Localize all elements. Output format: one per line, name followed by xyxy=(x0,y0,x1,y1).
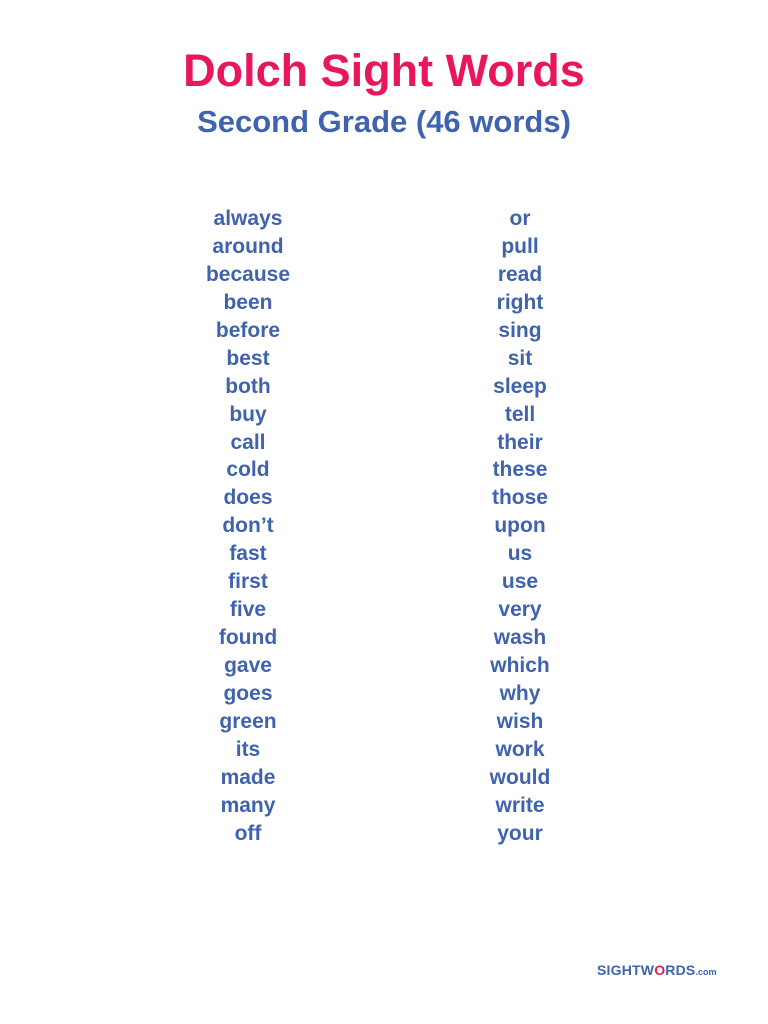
sight-word: its xyxy=(235,737,261,761)
sight-word: these xyxy=(492,458,548,482)
sight-word: sing xyxy=(498,318,542,342)
sight-word: found xyxy=(218,626,278,650)
sight-word: best xyxy=(226,346,270,370)
sight-word: work xyxy=(495,737,545,761)
sight-word: upon xyxy=(494,514,546,538)
sight-word: us xyxy=(507,542,533,566)
page-title: Dolch Sight Words xyxy=(183,45,585,96)
sight-word: which xyxy=(490,654,550,677)
sight-word: tell xyxy=(504,402,536,426)
sight-word: wish xyxy=(496,709,544,733)
sight-word: use xyxy=(501,570,539,594)
sight-word: many xyxy=(220,793,276,817)
sight-word: buy xyxy=(229,402,267,426)
logo-text-accent: O xyxy=(654,962,666,978)
sight-word: pull xyxy=(501,234,539,258)
sight-word: green xyxy=(219,709,277,733)
sight-word: been xyxy=(223,290,273,314)
logo-text-part2: RDS xyxy=(665,962,696,978)
sight-word: does xyxy=(223,486,273,510)
sight-word: why xyxy=(499,681,541,705)
sight-word: your xyxy=(497,821,543,845)
sight-word: or xyxy=(509,207,531,230)
word-column-right xyxy=(420,205,620,848)
sight-word: call xyxy=(230,430,266,454)
sight-word: first xyxy=(228,570,268,594)
sight-word: those xyxy=(491,486,548,510)
sight-word: cold xyxy=(226,458,270,482)
sight-word: before xyxy=(215,318,281,342)
sight-word: don’t xyxy=(222,514,274,538)
sight-word: gave xyxy=(224,654,272,677)
sight-word: goes xyxy=(223,681,273,705)
sight-word: read xyxy=(497,262,543,286)
sight-word: five xyxy=(229,598,267,622)
page-subtitle: Second Grade (46 words) xyxy=(197,104,571,139)
sight-word: write xyxy=(495,793,545,817)
logo-text-part1: SIGHTW xyxy=(597,962,655,978)
sight-word: very xyxy=(498,598,542,622)
sight-word: right xyxy=(496,290,544,314)
sight-word: fast xyxy=(229,542,267,566)
sight-word: sit xyxy=(507,346,533,370)
sight-word: both xyxy=(225,374,271,398)
sight-word: sleep xyxy=(493,374,547,398)
sightwords-logo xyxy=(597,962,716,978)
logo-text-suffix: .com xyxy=(695,967,717,977)
word-column-left xyxy=(148,205,348,848)
sight-word: around xyxy=(212,234,284,258)
sight-word: wash xyxy=(493,626,547,650)
sight-word: off xyxy=(234,821,262,845)
sight-word: made xyxy=(220,765,276,789)
sight-word: their xyxy=(497,430,543,454)
sight-word: would xyxy=(489,765,551,789)
sight-word: because xyxy=(205,262,291,286)
sight-word: always xyxy=(213,207,283,230)
